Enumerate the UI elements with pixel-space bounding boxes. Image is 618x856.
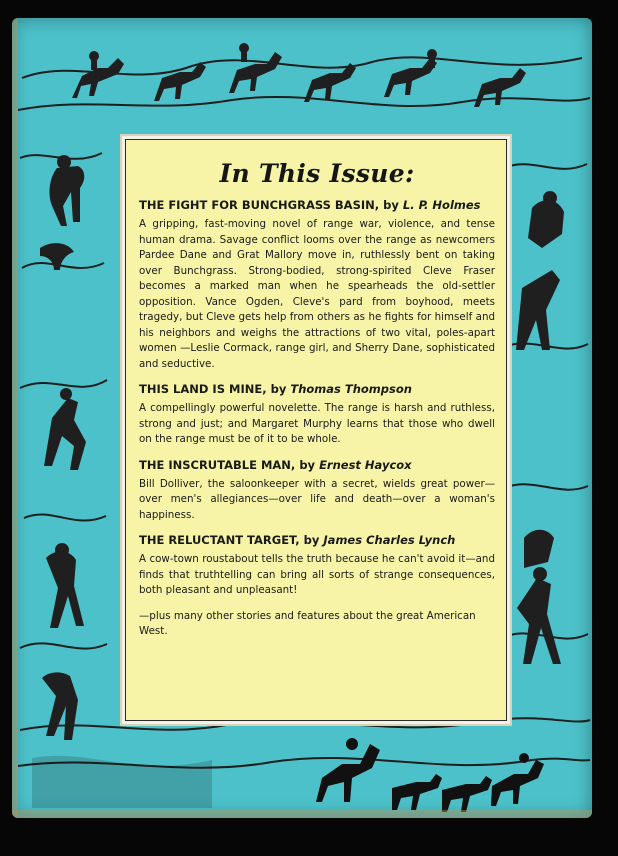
- story-title-line: [139, 533, 495, 548]
- story-description: Bill Dolliver, the saloonkeeper with a secret, wields great power—over men's allegiances—over life and death—over a woman's happiness.: [139, 477, 495, 521]
- story-by: by: [270, 382, 287, 396]
- left-side-vignettes: [20, 153, 107, 740]
- closing-note: —plus many other stories and features about the great American West.: [139, 609, 476, 637]
- story-author: James Charles Lynch: [323, 533, 456, 547]
- in-this-issue-panel: [122, 136, 510, 724]
- issue-heading: In This Issue:: [219, 159, 415, 188]
- story-author: L. P. Holmes: [402, 198, 481, 212]
- story-title: THE INSCRUTABLE MAN,: [139, 457, 296, 472]
- story-title: THE RELUCTANT TARGET,: [139, 533, 300, 547]
- story-author: Ernest Haycox: [319, 457, 412, 472]
- story-description: A gripping, fast-moving novel of range war, violence, and tense human drama. Savage conflict looms over the range as newcomers Pardee Dane and Grat Mallory move in, ruthlessly bent on taking over Bunchgrass. Strong-bodied, strong-spirited Cleve Fraser becomes a marked man when he spearheads the old-settler opposition. Vance Ogden, Cleve's pard from boyhood, meets tragedy, but Cleve gets help from others as he fights for himself and his neighbors and weighs the attractions of two vital, poles-apart women —Leslie Cormack, range girl, and Sherry Dane, sophisticated and seductive.: [139, 218, 495, 370]
- story-title-line: [139, 458, 495, 473]
- top-riders-band: [18, 43, 590, 110]
- story-title-line: [139, 382, 495, 397]
- story-title: THIS LAND IS MINE,: [139, 382, 267, 396]
- right-side-vignettes: [502, 164, 588, 664]
- story-by: by: [383, 198, 399, 212]
- story-by: by: [299, 457, 316, 472]
- cover-wear-bottom: [12, 810, 592, 818]
- story-entry-3: [139, 458, 495, 524]
- bottom-riders-band: [18, 718, 590, 812]
- story-by: by: [303, 533, 320, 547]
- story-title: THE FIGHT FOR BUNCHGRASS BASIN,: [139, 198, 380, 212]
- book-back-cover: [12, 18, 592, 818]
- story-entry-2: [139, 382, 495, 448]
- story-description: A compellingly powerful novelette. The range is harsh and ruthless, strong and just; and Margaret Murphy learns that those who dwell on the range must be of it to be whole.: [139, 402, 495, 445]
- story-title-line: [139, 198, 495, 213]
- cover-wear-left: [12, 18, 18, 818]
- story-entry-4: [139, 533, 495, 599]
- story-description: A cow-town roustabout tells the truth because he can't avoid it—and finds that truthtelling can bring all sorts of strange consequences, both pleasant and unpleasant!: [139, 553, 495, 596]
- story-author: Thomas Thompson: [290, 382, 412, 396]
- story-entry-1: [139, 198, 495, 372]
